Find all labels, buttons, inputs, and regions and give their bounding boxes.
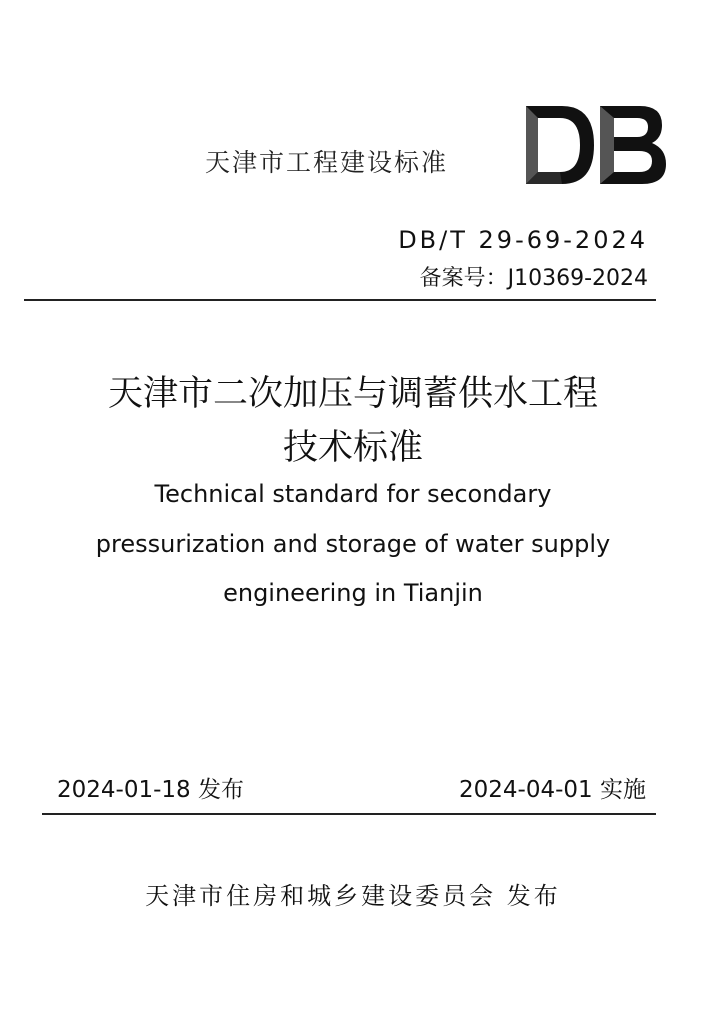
issue-date: 2024-01-18 发布 — [57, 777, 244, 803]
title-en-line1: Technical standard for secondary — [154, 480, 552, 508]
title-zh-line2: 技术标准 — [282, 428, 423, 468]
title-zh-line1: 天津市二次加压与调蓄供水工程 — [107, 374, 598, 414]
series-title: 天津市工程建设标准 — [205, 148, 449, 177]
bottom-divider — [42, 813, 656, 815]
top-divider — [24, 299, 656, 301]
standard-number: DB/T 29-69-2024 — [398, 226, 648, 254]
title-en-line2: pressurization and storage of water supply — [95, 530, 611, 558]
title-en-line3: engineering in Tianjin — [223, 579, 483, 607]
db-logo — [522, 104, 668, 186]
issuing-authority: 天津市住房和城乡建设委员会 发布 — [145, 882, 561, 910]
logo-letter-b — [600, 106, 666, 184]
logo-letter-d — [526, 106, 594, 184]
effective-date: 2024-04-01 实施 — [459, 777, 646, 803]
filing-number: 备案号：J10369-2024 — [419, 266, 648, 291]
